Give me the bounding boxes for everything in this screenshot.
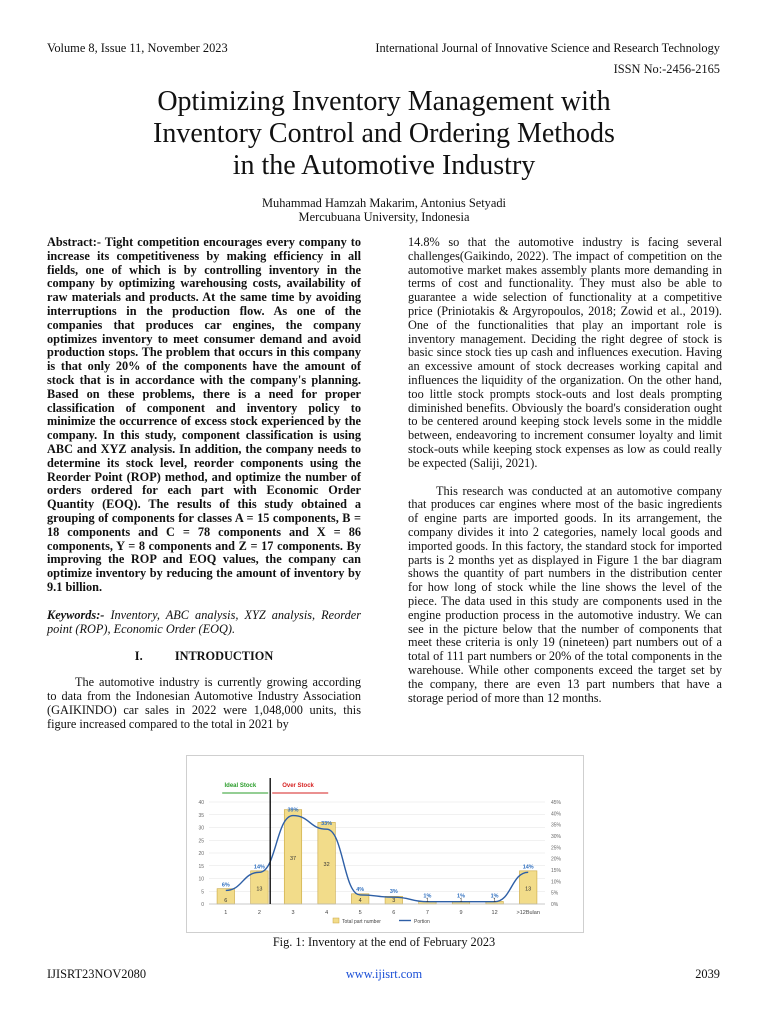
footer-page-number: 2039 bbox=[695, 967, 720, 981]
bar-label-6: 3 bbox=[392, 898, 396, 904]
left-column bbox=[47, 236, 361, 731]
bar-label-12: 1 bbox=[493, 898, 497, 904]
y-right-tick-3: 15% bbox=[551, 868, 562, 874]
figure-1 bbox=[186, 755, 584, 933]
bar-label-3: 37 bbox=[289, 855, 297, 862]
x-tick->12Bulan: >12Bulan bbox=[516, 910, 540, 916]
affiliation: Mercubuana University, Indonesia bbox=[298, 210, 470, 225]
inventory-chart bbox=[187, 756, 583, 932]
portion-label-4: 33% bbox=[321, 821, 333, 828]
bar-label-5: 4 bbox=[358, 898, 362, 904]
portion-label-9: 1% bbox=[457, 893, 465, 900]
bar-label-7: 1 bbox=[425, 898, 429, 904]
intro-paragraph: The automotive industry is currently growing according to data from the Indonesian Automotive Industry Association (GAIKINDO) car sales in 2022 were 1,048,000 units, this figure increased compared to the total in 2021 by bbox=[47, 675, 361, 731]
chart-bars bbox=[217, 807, 537, 904]
bar-label-4: 32 bbox=[323, 862, 330, 869]
y-right-tick-8: 40% bbox=[551, 811, 562, 818]
portion-label-7: 1% bbox=[423, 893, 432, 900]
portion-line bbox=[226, 816, 528, 902]
y-left-tick-6: 30 bbox=[198, 825, 204, 832]
portion-label-3: 39% bbox=[287, 807, 299, 814]
bar-label->12Bulan: 13 bbox=[525, 886, 532, 893]
footer-id: IJISRT23NOV2080 bbox=[47, 967, 147, 981]
footer-website-link[interactable]: www.ijisrt.com bbox=[345, 967, 423, 981]
y-right-tick-5: 25% bbox=[551, 845, 562, 852]
section-title: INTRODUCTION bbox=[174, 649, 274, 664]
y-left-tick-8: 40 bbox=[198, 800, 204, 806]
header-issn: ISSN No:-2456-2165 bbox=[613, 62, 720, 76]
y-left-tick-4: 20 bbox=[198, 851, 204, 857]
ideal-stock-label: Ideal Stock bbox=[224, 783, 257, 789]
x-tick-9: 9 bbox=[459, 910, 463, 916]
portion-label-5: 4% bbox=[356, 886, 365, 893]
right-paragraph-2: This research was conducted at an automotive company that produces car engines where most of the basic ingredients of engine parts are imported goods. In its arrangement, the company divides it into 2 categories, namely local goods and imported goods. In this factory, the standard stock for imported parts is 2 months yet as displayed in Figure 1 the bar diagram shows the quantity of part numbers in the distribution center for how long of stock while the line shows the level of the piece. The data used in this study are components used in the engine production process in the automotive industry. We can see in the picture below that the number of components that meet these criteria is only 19 (nineteen) part numbers out of a total of 111 part numbers or 20% of the total components in the warehouse. While other components exceed the target set by the company, there are even 13 part numbers that have a storage period of more than 12 months. bbox=[408, 483, 722, 705]
y-right-tick-4: 20% bbox=[551, 856, 562, 863]
y-right-tick-7: 35% bbox=[551, 822, 562, 829]
section-heading bbox=[47, 650, 361, 664]
authors: Muhammad Hamzah Makarim, Antonius Setyadi bbox=[262, 196, 506, 210]
x-tick-4: 4 bbox=[325, 910, 329, 916]
over-stock-label: Over Stock bbox=[282, 783, 314, 789]
section-number: I. bbox=[134, 649, 143, 664]
y-left-tick-2: 10 bbox=[198, 876, 204, 883]
portion-label-6: 3% bbox=[389, 889, 398, 896]
abstract: Abstract:- Tight competition encourages every company to increase its competitiveness by making efficiency in all fields, one of which is by controlling inventory in the company by optimizing warehousing costs, availability of raw materials and products. At the same time by avoiding interruptions in the production flow. As one of the companies that produces car engines, the company optimizes inventory to meet consumer demand and avoid production stops. The problem that occurs in this company is that only 20% of the components have the amount of stock that is in accordance with the company's planning. Based on these problems, there is a need for proper classification of component and inventory policy to minimize the occurrence of excess stock experienced by the company. In this study, component classification is using ABC and XYZ analysis. In addition, the company needs to determine its stock level, reorder components using the Reorder Point (ROP) method, and optimize the number of orders ordered for each part with Economic Order Quantity (EOQ). The results of this study obtained a grouping of components for classes A = 15 components, B = 18 components and C = 78 components and X = 86 components, Y = 8 components and Z = 17 components. By improving the ROP and EOQ values, the company can optimize inventory by reducing the amount of inventory by 9.1 billion. bbox=[47, 235, 361, 594]
header-volume: Volume 8, Issue 11, November 2023 bbox=[47, 41, 228, 55]
y-right-tick-9: 45% bbox=[551, 800, 562, 806]
x-tick-1: 1 bbox=[224, 910, 228, 916]
y-right-tick-1: 5% bbox=[551, 890, 559, 897]
legend-bar-label: Total part number bbox=[342, 919, 381, 925]
y-right-tick-0: 0% bbox=[551, 902, 559, 908]
portion-label-12: 1% bbox=[490, 893, 499, 900]
chart-legend bbox=[333, 918, 430, 925]
keywords-text: Inventory, ABC analysis, XYZ analysis, Reorder point (ROP), Economic Order (EOQ). bbox=[47, 607, 361, 636]
x-tick-7: 7 bbox=[425, 910, 429, 916]
x-tick-12: 12 bbox=[491, 910, 498, 916]
title-line-3: in the Automotive Industry bbox=[232, 150, 536, 181]
keywords-label: Keywords:- bbox=[47, 607, 105, 622]
bar-label-9: 1 bbox=[459, 898, 463, 904]
y-left-tick-1: 5 bbox=[201, 889, 204, 896]
right-paragraph-1: 14.8% so that the automotive industry is facing several challenges(Gaikindo, 2022). The impact of competition on the automotive market makes assembly plants more demanding in terms of cost and functionality. They must also be able to guarantee a wide selection of functionality at a competitive price (Priniotakis & Argyropoulos, 2018; Zowid et al., 2019). One of the functionalities that play an important role is inventory management. Deciding the right degree of stock is basic since stock ties up cash and influences execution. Having an excessive amount of stock decreases working capital and influences the liquidity of the organization. On the other hand, too little stock prompts stock-outs and lost deals prompting diminished benefits. Obviously the board's consideration ought to be centered around keeping stock levels some in the middle between, endeavoring to increment consumer loyalty and limit stock-outs while keeping stock expenses as low as could really be expected (Saliji, 2021). bbox=[408, 235, 722, 470]
portion-label-1: 6% bbox=[221, 882, 230, 889]
chart-labels bbox=[222, 808, 534, 904]
figure-caption: Fig. 1: Inventory at the end of February 2023 bbox=[272, 935, 496, 949]
y-left-tick-3: 15 bbox=[198, 863, 204, 870]
y-left-tick-7: 35 bbox=[198, 812, 204, 819]
paper-title bbox=[60, 86, 708, 182]
x-tick-2: 2 bbox=[257, 910, 261, 916]
keywords bbox=[47, 609, 361, 637]
bar-label-2: 13 bbox=[256, 886, 263, 893]
chart-line bbox=[226, 816, 528, 902]
title-line-1: Optimizing Inventory Management with bbox=[157, 86, 611, 117]
y-right-tick-2: 10% bbox=[551, 879, 562, 886]
bar-label-1: 6 bbox=[224, 898, 228, 904]
x-tick-6: 6 bbox=[392, 910, 396, 916]
legend-line-label: Portion bbox=[414, 919, 430, 925]
x-tick-5: 5 bbox=[358, 910, 362, 916]
right-column bbox=[408, 236, 722, 705]
y-left-tick-5: 25 bbox=[198, 838, 204, 845]
header-journal: International Journal of Innovative Science and Research Technology bbox=[375, 41, 720, 55]
x-tick-3: 3 bbox=[291, 910, 295, 916]
portion-label->12Bulan: 14% bbox=[522, 864, 534, 871]
title-line-2: Inventory Control and Ordering Methods bbox=[153, 118, 615, 149]
portion-label-2: 14% bbox=[253, 864, 265, 871]
y-right-tick-6: 30% bbox=[551, 834, 562, 840]
y-left-tick-0: 0 bbox=[201, 902, 204, 908]
author-block bbox=[60, 196, 708, 224]
legend-bar-swatch bbox=[333, 918, 339, 923]
